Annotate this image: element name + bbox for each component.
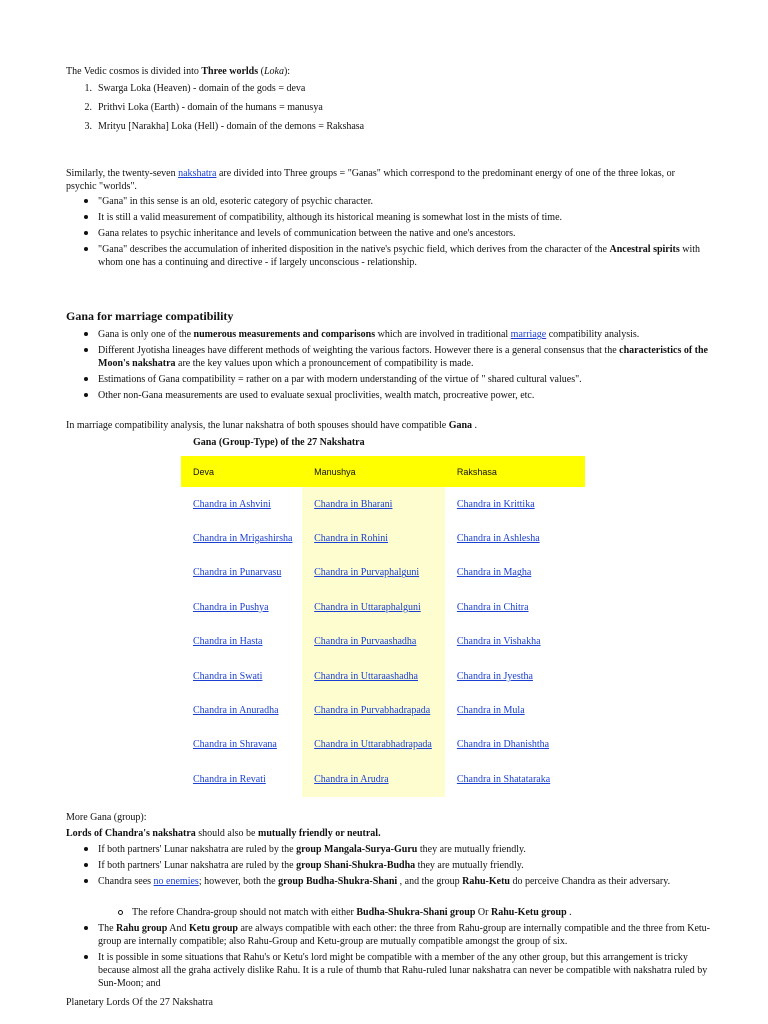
similarly-paragraph: Similarly, the twenty-seven nakshatra are divided into Three groups = "Ganas" which correspond to the predominant energy of one of the three lokas, or psychic "worlds". xyxy=(66,168,676,192)
table-row xyxy=(181,762,585,796)
nakshatra-cell-link[interactable]: Chandra in Swati xyxy=(193,670,263,682)
lords-paragraph: Lords of Chandra's nakshatra should also be mutually friendly or neutral. xyxy=(66,828,381,839)
world-item: 2. Prithvi Loka (Earth) - domain of the humans = manusya xyxy=(84,102,323,113)
nakshatra-cell-link[interactable]: Chandra in Mrigashirsha xyxy=(193,533,293,545)
nakshatra-cell-link[interactable]: Chandra in Pushya xyxy=(193,601,269,613)
list-item: If both partners' Lunar nakshatra are ruled by the group Shani-Shukra-Budha they are mutually friendly. xyxy=(98,859,710,872)
table-row xyxy=(181,625,585,659)
list-item: "Gana" describes the accumulation of inherited disposition in the native's psychic field, which derives from the character of the Ancestral spirits with whom one has a continuing and directive - if largely unconscious - relationship. xyxy=(98,243,710,269)
nakshatra-cell-link[interactable]: Chandra in Rohini xyxy=(314,533,389,545)
list-item: Gana relates to psychic inheritance and levels of communication between the native and one's ancestors. xyxy=(98,227,710,240)
table-header-row xyxy=(181,456,585,487)
nakshatra-cell-link[interactable]: Chandra in Punarvasu xyxy=(193,567,282,579)
list-item: It is still a valid measurement of compatibility, although its historical meaning is somewhat lost in the mists of time. xyxy=(98,211,710,224)
table-row xyxy=(181,693,585,727)
list-item: Chandra sees no enemies; however, both the group Budha-Shukra-Shani , and the group Rahu-Ketu do perceive Chandra as their adversary. xyxy=(98,875,710,888)
nakshatra-cell-link[interactable]: Chandra in Jyestha xyxy=(456,670,533,682)
list-item: If both partners' Lunar nakshatra are ruled by the group Mangala-Surya-Guru they are mutually friendly. xyxy=(98,843,710,856)
column-header-deva: Deva xyxy=(181,456,302,487)
nakshatra-cell-link[interactable]: Chandra in Chitra xyxy=(456,601,529,613)
list-item: The Rahu group And Ketu group are always compatible with each other: the three from Rahu-group are internally compatible and the three from Ketu-group are internally compatible; also Rahu-Group and Ketu-group are mutually compatible amongst the group of six. xyxy=(98,923,710,947)
worlds-list xyxy=(84,82,696,139)
marriage-link[interactable]: marriage xyxy=(510,329,547,340)
list-item: Estimations of Gana compatibility = rather on a par with modern understanding of the virtue of " shared cultural values". xyxy=(98,373,710,386)
nakshatra-cell-link[interactable]: Chandra in Purvaashadha xyxy=(314,636,417,648)
table-row xyxy=(181,659,585,693)
lords-subpoints-list xyxy=(132,906,702,922)
nakshatra-cell-link[interactable]: Chandra in Shravana xyxy=(193,739,277,751)
nakshatra-cell-link[interactable]: Chandra in Ashvini xyxy=(193,498,271,510)
table-row xyxy=(181,487,585,521)
column-header-rakshasa: Rakshasa xyxy=(445,456,585,487)
nakshatra-cell-link[interactable]: Chandra in Magha xyxy=(456,567,532,579)
nakshatra-cell-link[interactable]: Chandra in Purvabhadrapada xyxy=(314,705,431,717)
nakshatra-cell-link[interactable]: Chandra in Mula xyxy=(456,705,525,717)
list-item: The refore Chandra-group should not match with either Budha-Shukra-Shani group Or Rahu-Ketu group . xyxy=(132,906,702,919)
nakshatra-cell-link[interactable]: Chandra in Hasta xyxy=(193,636,263,648)
list-item: Gana is only one of the numerous measurements and comparisons which are involved in traditional marriage compatibility analysis. xyxy=(98,328,710,341)
marriage-points-list xyxy=(98,328,710,405)
marriage-heading: Gana for marriage compatibility xyxy=(66,309,234,323)
nakshatra-cell-link[interactable]: Chandra in Uttarabhadrapada xyxy=(314,739,432,751)
analysis-paragraph: In marriage compatibility analysis, the lunar nakshatra of both spouses should have compatible Gana . xyxy=(66,420,478,431)
lords-points-list-2 xyxy=(98,922,710,993)
intro-paragraph: The Vedic cosmos is divided into Three worlds (Loka): xyxy=(66,66,291,77)
nakshatra-cell-link[interactable]: Chandra in Bharani xyxy=(314,498,393,510)
nakshatra-cell-link[interactable]: Chandra in Dhanishtha xyxy=(456,739,550,751)
table-row xyxy=(181,521,585,555)
nakshatra-cell-link[interactable]: Chandra in Purvaphalguni xyxy=(314,567,420,579)
more-gana-label: More Gana (group): xyxy=(66,812,147,823)
nakshatra-cell-link[interactable]: Chandra in Krittika xyxy=(456,498,535,510)
nakshatra-link[interactable]: nakshatra xyxy=(178,168,217,179)
nakshatra-cell-link[interactable]: Chandra in Uttaraphalguni xyxy=(314,601,421,613)
nakshatra-cell-link[interactable]: Chandra in Arudra xyxy=(314,773,389,785)
lords-points-list xyxy=(98,843,710,891)
table-row xyxy=(181,556,585,590)
gana-table xyxy=(181,456,585,797)
table-caption: Gana (Group-Type) of the 27 Nakshatra xyxy=(193,437,365,448)
planetary-lords-heading: Planetary Lords Of the 27 Nakshatra xyxy=(66,997,213,1008)
world-item: 3. Mrityu [Narakha] Loka (Hell) - domain of the demons = Rakshasa xyxy=(84,121,365,132)
nakshatra-cell-link[interactable]: Chandra in Anuradha xyxy=(193,705,279,717)
nakshatra-cell-link[interactable]: Chandra in Ashlesha xyxy=(456,533,540,545)
nakshatra-cell-link[interactable]: Chandra in Revati xyxy=(193,773,266,785)
no-enemies-link[interactable]: no enemies xyxy=(153,876,199,887)
nakshatra-cell-link[interactable]: Chandra in Uttaraashadha xyxy=(314,670,418,682)
column-header-manushya: Manushya xyxy=(302,456,445,487)
nakshatra-cell-link[interactable]: Chandra in Shatataraka xyxy=(456,773,551,785)
list-item: Different Jyotisha lineages have different methods of weighting the various factors. However there is a general consensus that the characteristics of the Moon's nakshatra are the key values upon which a pronouncement of compatibility is made. xyxy=(98,345,708,369)
list-item: "Gana" in this sense is an old, esoteric category of psychic character. xyxy=(98,195,710,208)
world-item: 1. Swarga Loka (Heaven) - domain of the gods = deva xyxy=(84,83,306,94)
nakshatra-cell-link[interactable]: Chandra in Vishakha xyxy=(456,636,541,648)
list-item: Other non-Gana measurements are used to evaluate sexual proclivities, wealth match, procreative power, etc. xyxy=(98,389,710,402)
table-row xyxy=(181,728,585,762)
table-row xyxy=(181,590,585,624)
gana-points-list xyxy=(98,195,710,272)
list-item: It is possible in some situations that Rahu's or Ketu's lord might be compatible with a member of the any other group, but this arrangement is tricky because almost all the graha actively dislike Rahu. It is a rule of thumb that Rahu-ruled lunar nakshatra can never be compatible with nakshatra ruled by Sun-Moon; and xyxy=(98,951,710,990)
